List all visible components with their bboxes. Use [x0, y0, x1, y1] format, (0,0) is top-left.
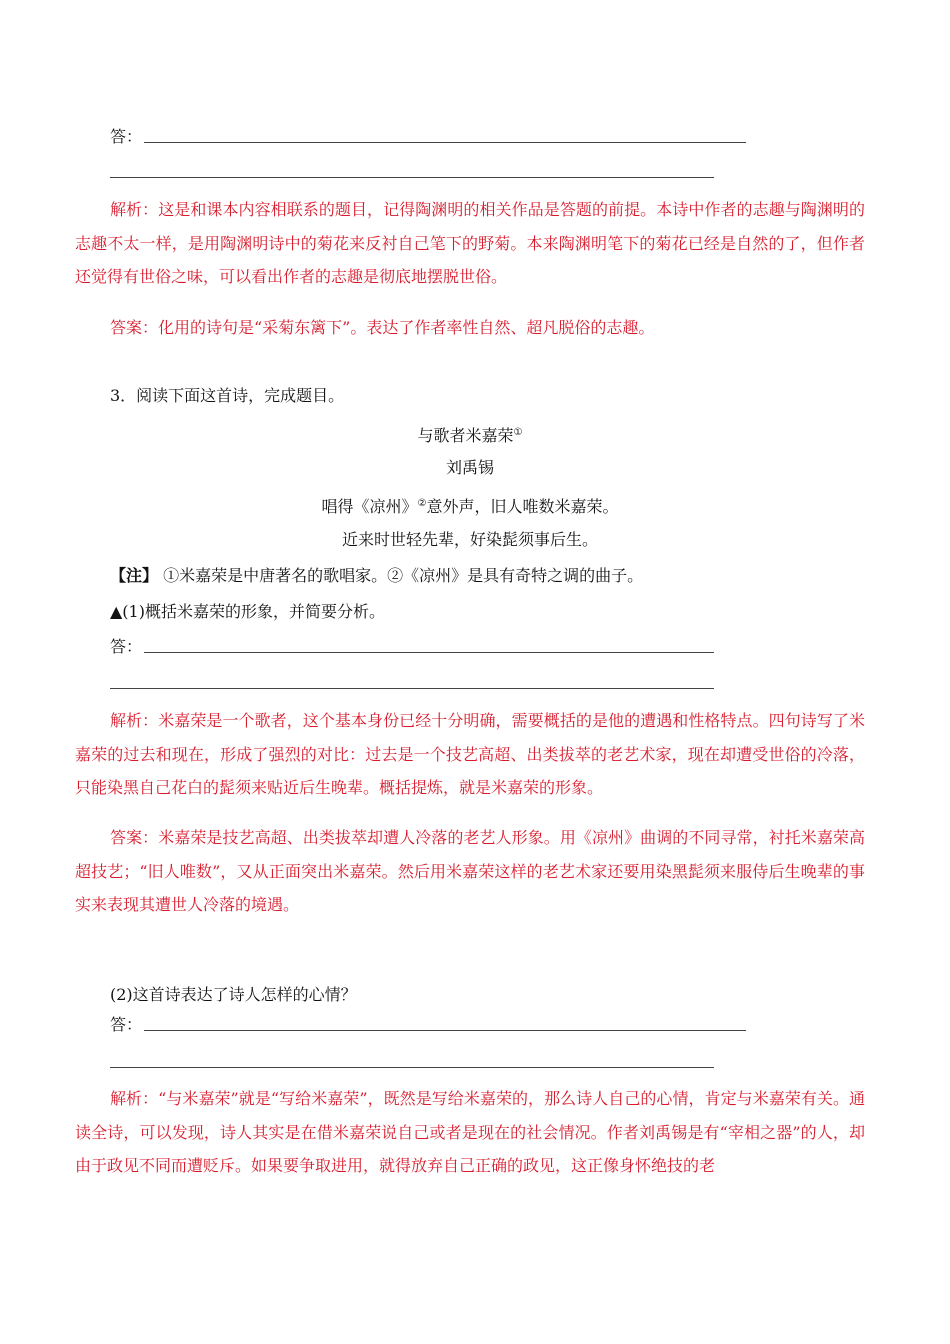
answer-label: 答： [110, 127, 143, 146]
poem-note-label: 【注】 [110, 566, 159, 585]
answer-line [144, 652, 714, 653]
poem-title-text: 与歌者米嘉荣 [417, 426, 514, 445]
sub-question-2: (2)这首诗表达了诗人怎样的心情？ [110, 985, 357, 1004]
answer-blank-line [110, 688, 714, 689]
poem-line-2: 近来时世轻先辈，好染髭须事后生。 [341, 530, 598, 549]
sub2-explanation: 解析：“与米嘉荣”就是“写给米嘉荣”，既然是写给米嘉荣的，那么诗人自己的心情，肯定与米嘉荣有关。通读全诗，可以发现，诗人其实是在借米嘉荣说自己或者是现在的社会情况。作者刘禹锡是有“宰相之器”的人，却由于政见不同而遭贬斥。如果要争取进用，就得放弃自己正确的政见，这正像身怀绝技的老 [75, 1089, 865, 1175]
question-3-prompt: 3．阅读下面这首诗，完成题目。 [110, 386, 345, 405]
poem-line-1-note-mark: ② [417, 498, 427, 509]
poem-note [110, 566, 643, 586]
answer-label: 答： [110, 637, 143, 656]
top-answer: 答案：化用的诗句是“采菊东篱下”。表达了作者率性自然、超凡脱俗的志趣。 [110, 318, 655, 337]
answer-line [144, 142, 746, 143]
answer-row-2 [110, 1016, 746, 1034]
poem-line-1 [75, 494, 865, 517]
poem-title-note-mark: ① [513, 427, 523, 438]
answer-row-1 [110, 638, 714, 656]
top-explanation: 解析：这是和课本内容相联系的题目，记得陶渊明的相关作品是答题的前提。本诗中作者的志趣与陶渊明的志趣不太一样，是用陶渊明诗中的菊花来反衬自己笔下的野菊。本来陶渊明笔下的菊花已经是自然的了，但作者还觉得有世俗之味，可以看出作者的志趣是彻底地摆脱世俗。 [75, 200, 865, 286]
sub1-answer: 答案：米嘉荣是技艺高超、出类拔萃却遭人冷落的老艺人形象。用《凉州》曲调的不同寻常，衬托米嘉荣高超技艺；“旧人唯数”，又从正面突出米嘉荣。然后用米嘉荣这样的老艺术家还要用染黑髭须来服侍后生晚辈的事实来表现其遭世人冷落的境遇。 [75, 828, 865, 914]
poem-line-1-b: 意外声，旧人唯数米嘉荣。 [426, 497, 619, 516]
sub1-explanation: 解析：米嘉荣是一个歌者，这个基本身份已经十分明确，需要概括的是他的遭遇和性格特点。四句诗写了米嘉荣的过去和现在，形成了强烈的对比：过去是一个技艺高超、出类拔萃的老艺术家，现在却遭受世俗的冷落，只能染黑自己花白的髭须来贴近后生晚辈。概括提炼，就是米嘉荣的形象。 [75, 711, 865, 797]
poem-note-text: ①米嘉荣是中唐著名的歌唱家。②《凉州》是具有奇特之调的曲子。 [158, 566, 644, 585]
answer-row-top [110, 128, 746, 146]
answer-blank-line [110, 1067, 714, 1068]
answer-line [144, 1030, 746, 1031]
answer-blank-line [110, 177, 714, 178]
poem-author: 刘禹锡 [445, 458, 494, 477]
poem-line-1-a: 唱得《凉州》 [321, 497, 418, 516]
sub-question-1: ▲(1)概括米嘉荣的形象，并简要分析。 [110, 602, 385, 621]
poem-title [75, 423, 865, 446]
answer-label: 答： [110, 1015, 143, 1034]
